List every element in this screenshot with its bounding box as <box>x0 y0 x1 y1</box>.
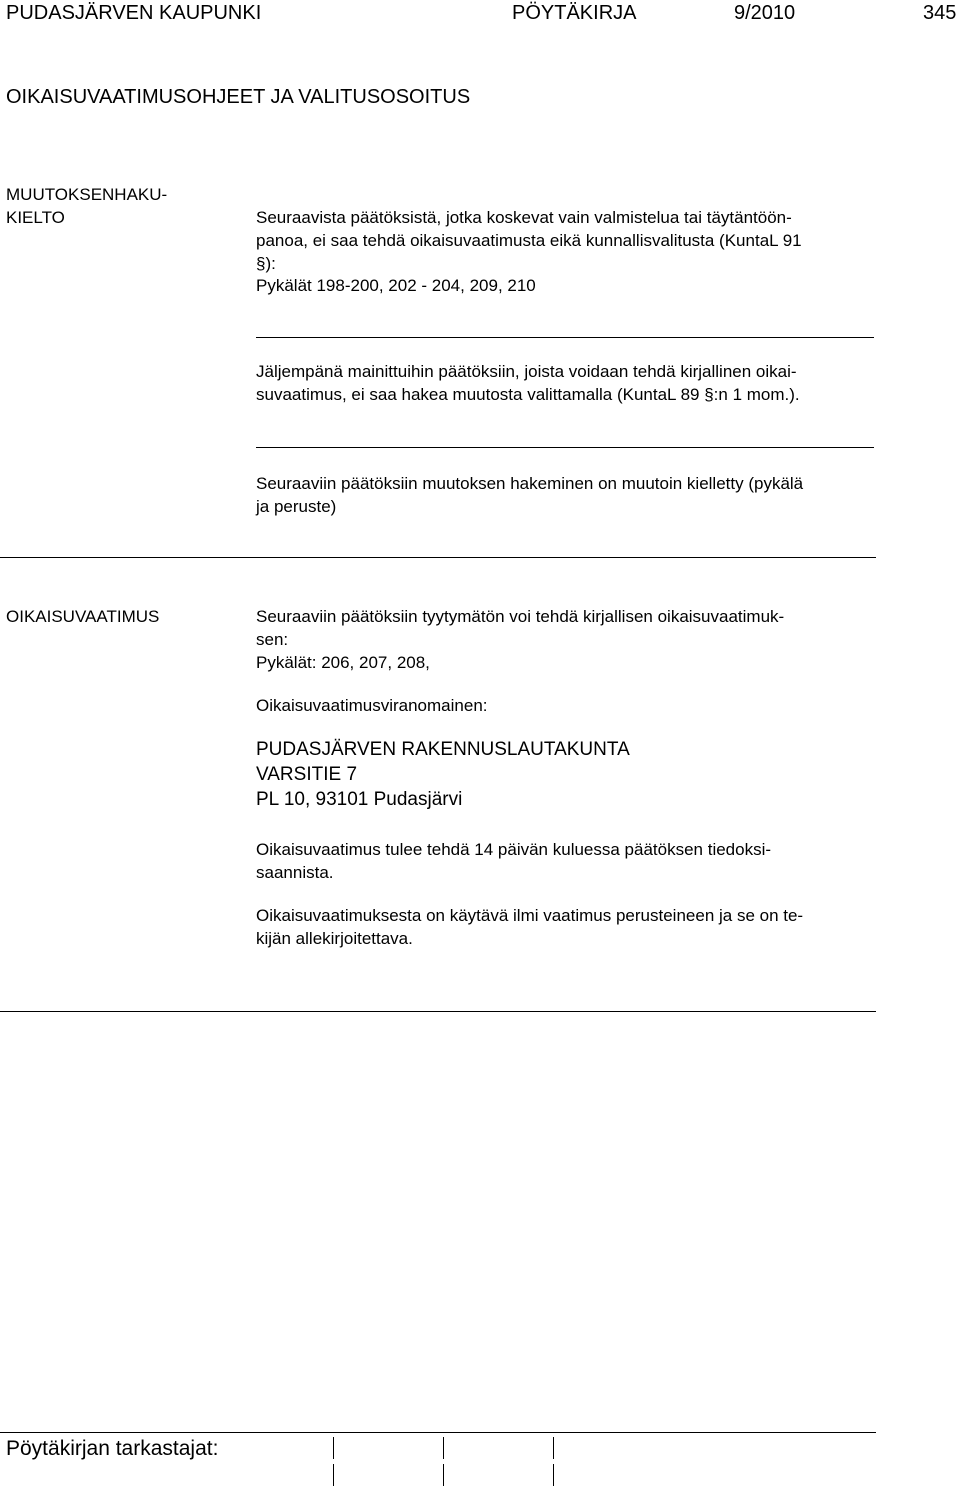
footer-divider <box>0 1432 876 1433</box>
authority-street: VARSITIE 7 <box>256 764 358 785</box>
content-line2: kijän allekirjoitettava. <box>256 929 413 948</box>
signature-box-divider <box>333 1437 334 1459</box>
signature-box-divider <box>333 1464 334 1486</box>
reviewers-label: Pöytäkirjan tarkastajat: <box>6 1437 219 1460</box>
authority-label: Oikaisuvaatimusviranomainen: <box>256 696 488 715</box>
header-organization: PUDASJÄRVEN KAUPUNKI <box>6 2 262 24</box>
oikaisu-intro-line3: Pykälät: 206, 207, 208, <box>256 653 430 672</box>
oikaisu-intro-line2: sen: <box>256 630 289 649</box>
divider-1 <box>256 337 874 338</box>
oikaisu-intro-line1: Seuraaviin päätöksiin tyytymätön voi tehdä kirjallisen oikaisuvaatimuk- <box>256 607 785 626</box>
signature-box-divider <box>443 1464 444 1486</box>
header-issue: 9/2010 <box>734 2 796 24</box>
section-divider-1 <box>0 557 876 558</box>
section-label-muutoksenhakukielto-line2: KIELTO <box>6 208 65 227</box>
section-label-muutoksenhakukielto-line1: MUUTOKSENHAKU- <box>6 185 168 204</box>
deadline-line2: saannista. <box>256 863 334 882</box>
divider-2 <box>256 447 874 448</box>
kielto-p1-line2: panoa, ei saa tehdä oikaisuvaatimusta eikä kunnallisvalitusta (KuntaL 91 <box>256 231 802 250</box>
signature-box-divider <box>553 1464 554 1486</box>
kielto-p3-line1: Seuraaviin päätöksiin muutoksen hakeminen on muutoin kielletty (pykälä <box>256 474 804 493</box>
signature-box-divider <box>553 1437 554 1459</box>
kielto-p1-line1: Seuraavista päätöksistä, jotka koskevat vain valmistelua tai täytäntöön- <box>256 208 792 227</box>
section-divider-2 <box>0 1011 876 1012</box>
authority-name: PUDASJÄRVEN RAKENNUSLAUTAKUNTA <box>256 739 630 760</box>
header-doc-type: PÖYTÄKIRJA <box>512 2 637 24</box>
deadline-line1: Oikaisuvaatimus tulee tehdä 14 päivän kuluessa päätöksen tiedoksi- <box>256 840 772 859</box>
kielto-p2-line1: Jäljempänä mainittuihin päätöksiin, joista voidaan tehdä kirjallinen oikai- <box>256 362 797 381</box>
kielto-p3-line2: ja peruste) <box>256 497 337 516</box>
kielto-p1-line4: Pykälät 198-200, 202 - 204, 209, 210 <box>256 276 536 295</box>
header-page-number: 345 <box>923 2 957 24</box>
kielto-p2-line2: suvaatimus, ei saa hakea muutosta valittamalla (KuntaL 89 §:n 1 mom.). <box>256 385 800 404</box>
authority-postal: PL 10, 93101 Pudasjärvi <box>256 789 463 810</box>
content-line1: Oikaisuvaatimuksesta on käytävä ilmi vaatimus perusteineen ja se on te- <box>256 906 804 925</box>
signature-box-divider <box>443 1437 444 1459</box>
page-title: OIKAISUVAATIMUSOHJEET JA VALITUSOSOITUS <box>6 86 471 108</box>
section-label-oikaisuvaatimus: OIKAISUVAATIMUS <box>6 607 160 626</box>
kielto-p1-line3: §): <box>256 254 276 273</box>
